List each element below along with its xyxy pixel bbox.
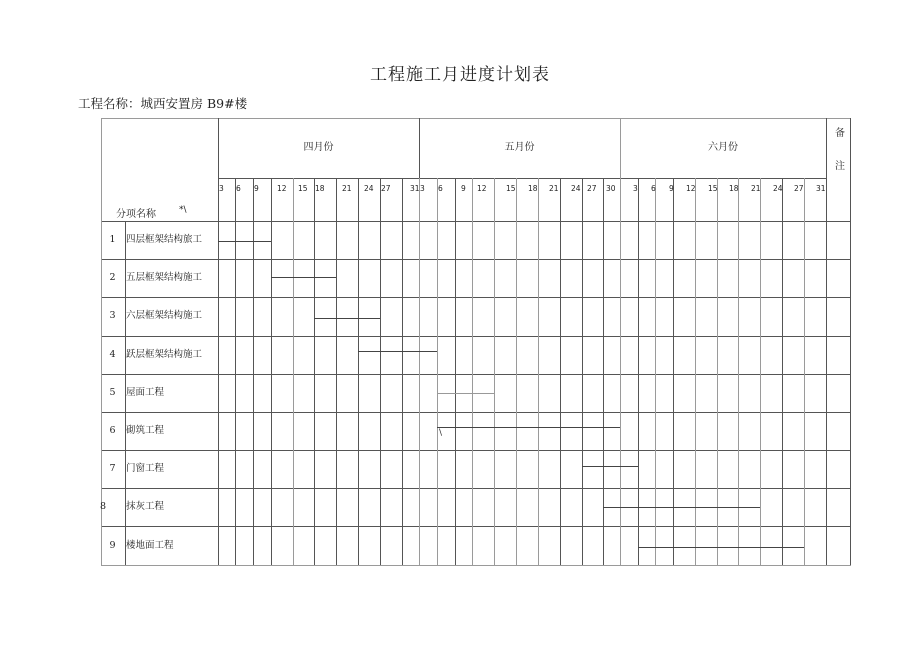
row-task-name: 砌筑工程 [126,425,165,436]
day-column-line [494,178,495,565]
project-name: 城西安置房 B9#楼 [140,96,248,111]
remarks-header-char1: 备 [835,128,845,139]
day-label: 31 [410,184,420,193]
day-label: 6 [236,184,241,193]
day-label: 24 [571,184,581,193]
day-label: 15 [708,184,718,193]
day-column-line [235,178,236,565]
gantt-bar [218,241,271,242]
day-label: 31 [816,184,826,193]
day-column-line [437,178,438,565]
row-number: 8 [99,501,107,512]
day-label: 9 [461,184,466,193]
day-column-line [253,178,254,565]
day-label: 27 [587,184,597,193]
remarks-header-char2: 注 [835,161,845,172]
row-number: 3 [109,310,116,321]
day-column-line [760,178,761,565]
day-label: 27 [794,184,804,193]
day-column-line [560,178,561,565]
day-label: 12 [477,184,487,193]
day-column-line [402,178,403,565]
day-column-line [472,178,473,565]
row-number: 6 [109,425,116,436]
gantt-bar [437,427,620,428]
row-number: 9 [109,540,116,551]
day-label: 18 [315,184,325,193]
day-label: 9 [254,184,259,193]
row-task-name: 门窗工程 [126,463,165,474]
row-task-name: 屋面工程 [126,387,165,398]
day-label: 21 [751,184,761,193]
row-task-name: 跃层框架结构施工 [126,349,203,360]
day-label: 6 [438,184,443,193]
table-right-border [850,118,851,565]
table-bottom-border [101,565,851,566]
day-column-line [336,178,337,565]
day-label: 15 [506,184,516,193]
day-label: 9 [669,184,674,193]
day-column-line [782,178,783,565]
row-task-name: 抹灰工程 [126,501,165,512]
day-column-line [271,178,272,565]
month-header-june: 六月份 [708,142,738,153]
row-number: 7 [109,463,116,474]
gantt-bar [437,393,494,394]
day-label: 6 [651,184,656,193]
day-label: 27 [381,184,391,193]
day-column-line [455,178,456,565]
row-task-name: 五层框架结构施工 [126,272,203,283]
category-header: 分项名称 [116,209,156,220]
row-number: 4 [109,349,116,360]
row-number: 1 [109,234,116,245]
day-label: 3 [219,184,224,193]
month-header-may: 五月份 [504,142,535,153]
project-label: 工程名称： [78,96,141,111]
day-column-line [380,178,381,565]
day-label: 24 [773,184,783,193]
row-task-name: 四层框架结构旅工 [126,234,203,245]
day-label: 21 [549,184,559,193]
gantt-bar [358,351,437,352]
day-column-line [419,178,420,565]
month-header-april: 四月份 [303,142,334,153]
day-label: 3 [633,184,638,193]
category-header-mark: *\ [179,205,187,215]
row-number: 5 [109,387,116,398]
day-column-line [293,178,294,565]
day-label: 24 [364,184,374,193]
day-label: 15 [298,184,308,193]
row-task-name: 楼地面工程 [126,540,174,551]
day-label: 21 [342,184,352,193]
day-label: 12 [277,184,287,193]
day-column-line [582,178,583,565]
month-header-divider [218,178,826,179]
day-column-line [358,178,359,565]
day-label: 18 [729,184,739,193]
row-task-name: 六层框架结构施工 [126,310,203,321]
day-label: 3 [420,184,425,193]
day-column-line [516,178,517,565]
day-column-line [314,178,315,565]
gantt-bar [314,318,380,319]
day-column-line [804,178,805,565]
gantt-bar [638,547,804,548]
day-column-line [538,178,539,565]
gantt-bar [271,277,336,278]
remarks-column-divider [826,118,827,565]
day-label: 30 [606,184,616,193]
gantt-bar [582,466,638,467]
day-label: 12 [686,184,696,193]
day-label: 18 [528,184,538,193]
page-title: 工程施工月进度计划表 [370,65,550,85]
gantt-bar [603,507,760,508]
gantt-bar-mark: \ [439,428,443,438]
row-number: 2 [109,272,116,283]
